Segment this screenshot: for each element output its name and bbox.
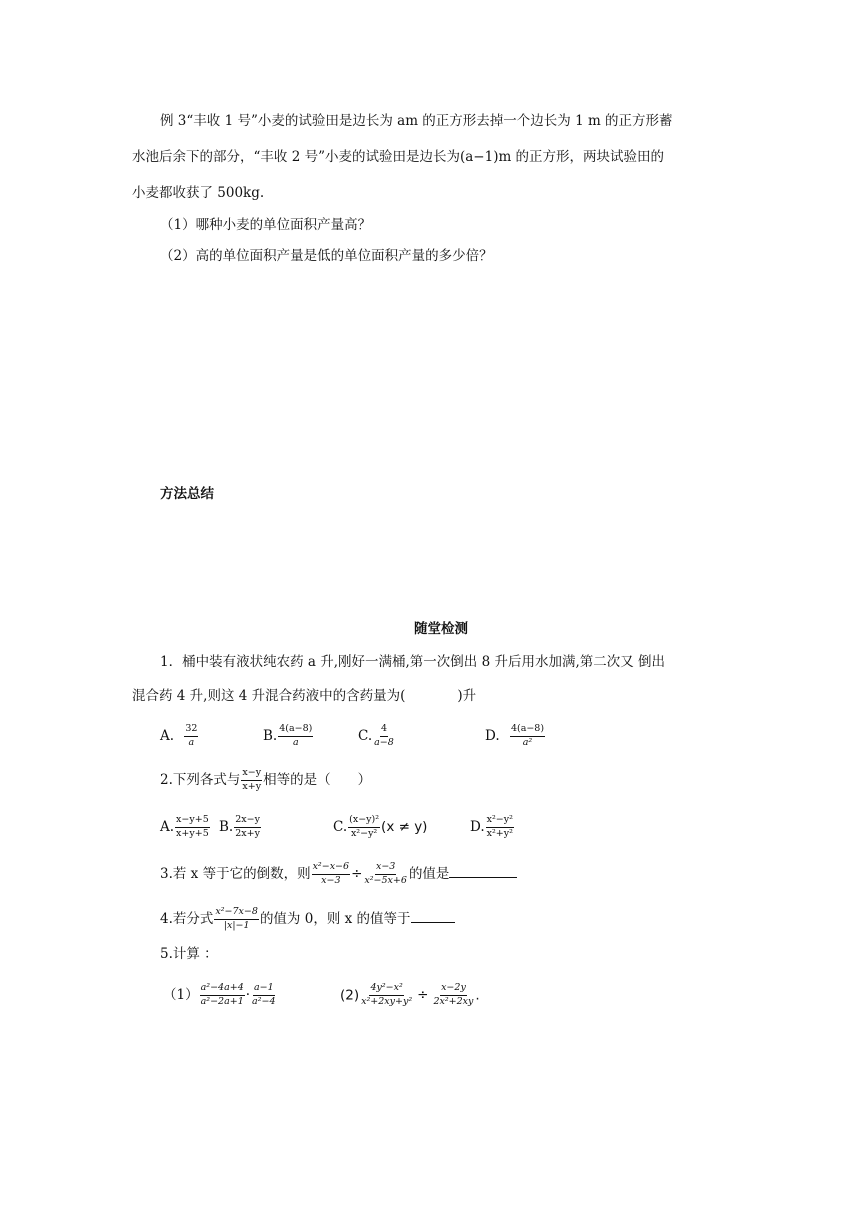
example3-question1: （1）哪种小麦的单位面积产量高？ [160,217,372,233]
problem1-line1: 1．桶中装有液状纯农药 a 升,刚好一满桶,第一次倒出 8 升后用水加满,第二次又 倒出 [160,654,666,670]
example3-line2: 水池后余下的部分，“丰收 2 号”小麦的试验田是边长为(a−1)m 的正方形，两块试验田的 [132,149,665,165]
example3-line1: 例 3“丰收 1 号”小麦的试验田是边长为 am 的正方形去掉一个边长为 1 m 的正方形蓄 [160,113,673,129]
problem5-part2: (2) $\frac{\text{4y²−x²}}{\text{x²+2xy+y²}}$ ÷ $\frac{x-2y}{\text{2x²+2xy}}$ . [340,982,480,1007]
problem3-answer-blank[interactable] [449,877,517,878]
problem2-option-d: D. $\frac{\text{x²−y²}}{\text{x²+y²}}$ [470,814,513,839]
problem1-option-c: C. $\frac{4}{a-8}$ [358,723,394,748]
problem4: 4.若分式 $\frac{\text{x²−7x−8}}{|x|-1}$ 的值为 0，则 x 的值等于 [160,907,455,932]
problem1-option-d: D. $\frac{4(a-8)}{\text{a²}}$ [485,723,545,748]
quiz-title: 随堂检测 [414,621,468,637]
problem2-option-a: A. $\frac{x-y+5}{x+y+5}$ [160,814,209,839]
problem5-heading: 5.计算 ： [160,946,218,962]
problem4-answer-blank[interactable] [411,922,455,923]
example3-question2: （2）高的单位面积产量是低的单位面积产量的多少倍？ [160,248,493,264]
problem2-option-c: C. $\frac{\text{(x−y)²}}{\text{x²−y²}}$ (x ≠ y) [333,814,428,839]
problem1-option-b: B. $\frac{4(a-8)}{a}$ [263,723,313,748]
problem2-stem: 2.下列各式与 $\frac{x-y}{x+y}$ 相等的是（ ） [160,767,372,792]
method-summary-heading: 方法总结 [160,486,214,502]
problem3: 3.若 x 等于它的倒数，则 $\frac{\text{x²−x−6}}{x-3}$ ÷ $\frac{x-3}{\text{x²−5x+6}}$ 的值是 [160,862,517,887]
problem1-option-a: A. $\frac{32}{a}$ [160,723,198,748]
problem1-line2: 混合药 4 升,则这 4 升混合药液中的含药量为( )升 [132,688,477,704]
example3-line3: 小麦都收获了 500kg. [132,185,265,201]
problem2-option-b: B. $\frac{2x-y}{2x+y}$ [219,814,260,839]
problem5-part1: （1） $\frac{\text{a²−4a+4}}{\text{a²−2a+1}}$ · $\frac{a-1}{\text{a²−4}}$ [163,982,276,1007]
